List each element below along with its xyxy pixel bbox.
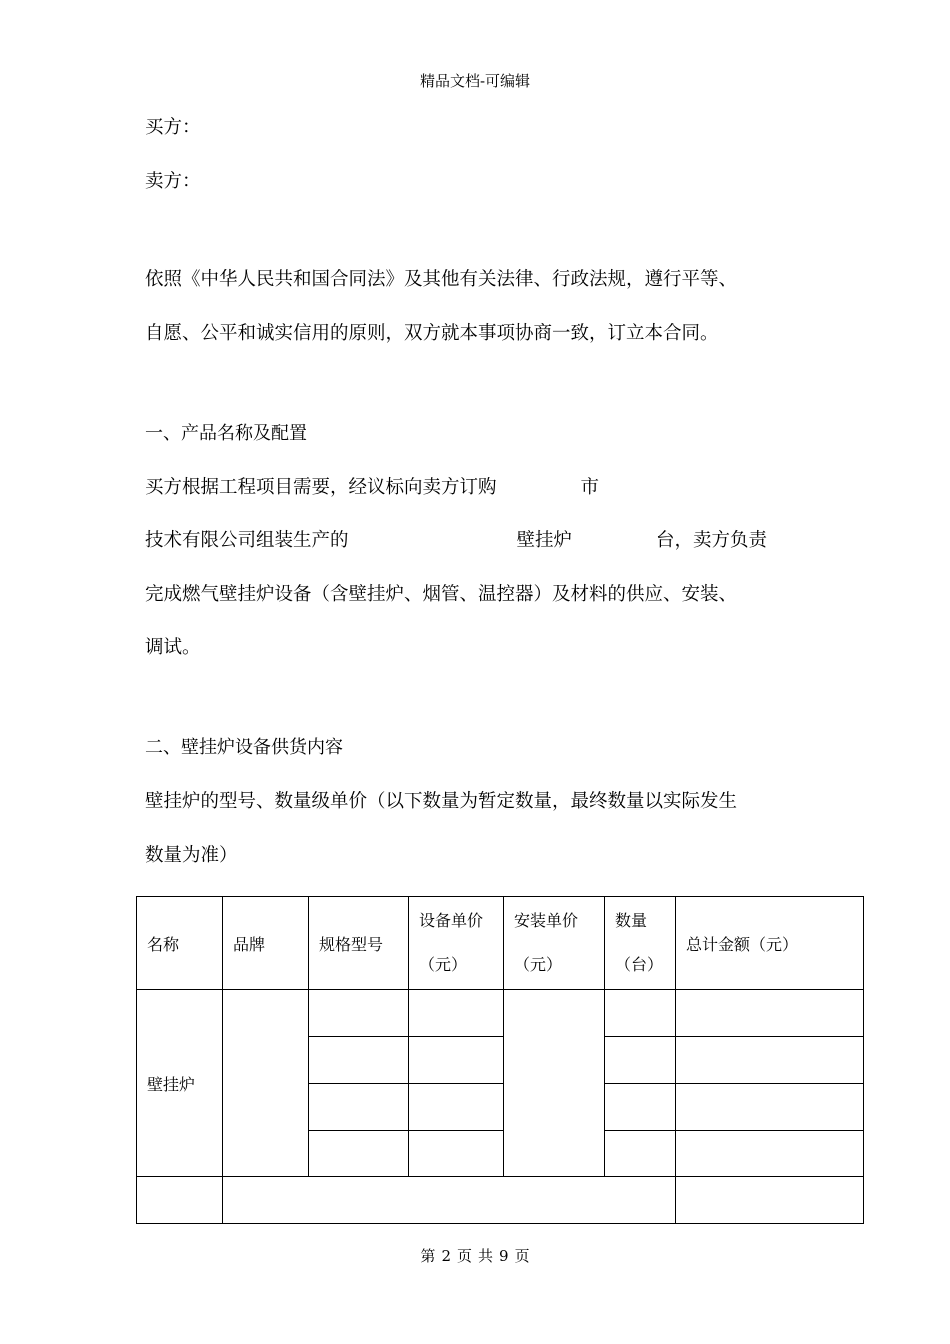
- model-cell: [309, 990, 409, 1037]
- buyer-label: 买方：: [145, 117, 201, 138]
- total-pages: 9: [499, 1247, 509, 1265]
- qty-cell: [605, 1131, 676, 1177]
- summary-merged-cell: [223, 1177, 676, 1224]
- section2-line2: 数量为准）: [145, 845, 238, 866]
- table-summary-row: [137, 1177, 864, 1224]
- equip-price-cell: [409, 1037, 504, 1084]
- section1-line1-text: 买方根据工程项目需要，经议标向卖方订购: [145, 477, 497, 498]
- intro-line-2: 自愿、公平和诚实信用的原则，双方就本事项协商一致，订立本合同。: [145, 323, 719, 344]
- section1-city: 市: [580, 477, 600, 498]
- table-row: [137, 990, 864, 1037]
- th-equip-price: 设备单价 （元）: [409, 897, 504, 990]
- th-total: 总计金额（元）: [676, 897, 864, 990]
- section1-line3: 完成燃气壁挂炉设备（含壁挂炉、烟管、温控器）及材料的供应、安装、: [145, 584, 738, 605]
- total-cell: [676, 1037, 864, 1084]
- model-cell: [309, 1131, 409, 1177]
- table-header-row: [137, 897, 864, 990]
- intro-line-1: 依照《中华人民共和国合同法》及其他有关法律、行政法规，遵行平等、: [145, 269, 738, 290]
- current-page: 2: [441, 1247, 451, 1265]
- th-qty: 数量 （台）: [605, 897, 676, 990]
- section1-line2-text: 技术有限公司组装生产的: [145, 530, 349, 551]
- section1-line1: [145, 476, 599, 500]
- qty-cell: [605, 990, 676, 1037]
- qty-cell: [605, 1037, 676, 1084]
- section1-line2: [145, 529, 767, 553]
- model-cell: [309, 1037, 409, 1084]
- equip-price-cell: [409, 990, 504, 1037]
- section2-line1: 壁挂炉的型号、数量级单价（以下数量为暂定数量，最终数量以实际发生: [145, 791, 738, 812]
- install-price-cell: [504, 990, 605, 1177]
- th-install-price: 安装单价 （元）: [504, 897, 605, 990]
- total-cell: [676, 1131, 864, 1177]
- section2-title: 二、壁挂炉设备供货内容: [145, 737, 343, 758]
- page-header: 精品文档-可编辑: [419, 72, 531, 90]
- section1-product: 壁挂炉: [516, 530, 573, 551]
- seller-label: 卖方：: [145, 171, 201, 192]
- total-cell: [676, 990, 864, 1037]
- total-cell: [676, 1084, 864, 1131]
- th-brand: 品牌: [223, 897, 309, 990]
- qty-cell: [605, 1084, 676, 1131]
- summary-total-cell: [676, 1177, 864, 1224]
- equip-price-cell: [409, 1084, 504, 1131]
- section1-units: 台，卖方负责: [656, 530, 768, 551]
- model-cell: [309, 1084, 409, 1131]
- section1-line4: 调试。: [145, 637, 201, 658]
- th-model: 规格型号: [309, 897, 409, 990]
- summary-label-cell: [137, 1177, 223, 1224]
- section1-title: 一、产品名称及配置: [145, 423, 307, 444]
- equip-price-cell: [409, 1131, 504, 1177]
- supply-table: [136, 896, 864, 1224]
- brand-cell: [223, 990, 309, 1177]
- product-name-cell: 壁挂炉: [137, 990, 223, 1177]
- page-footer: 第 2 页 共 9 页: [420, 1247, 530, 1265]
- th-name: 名称: [137, 897, 223, 990]
